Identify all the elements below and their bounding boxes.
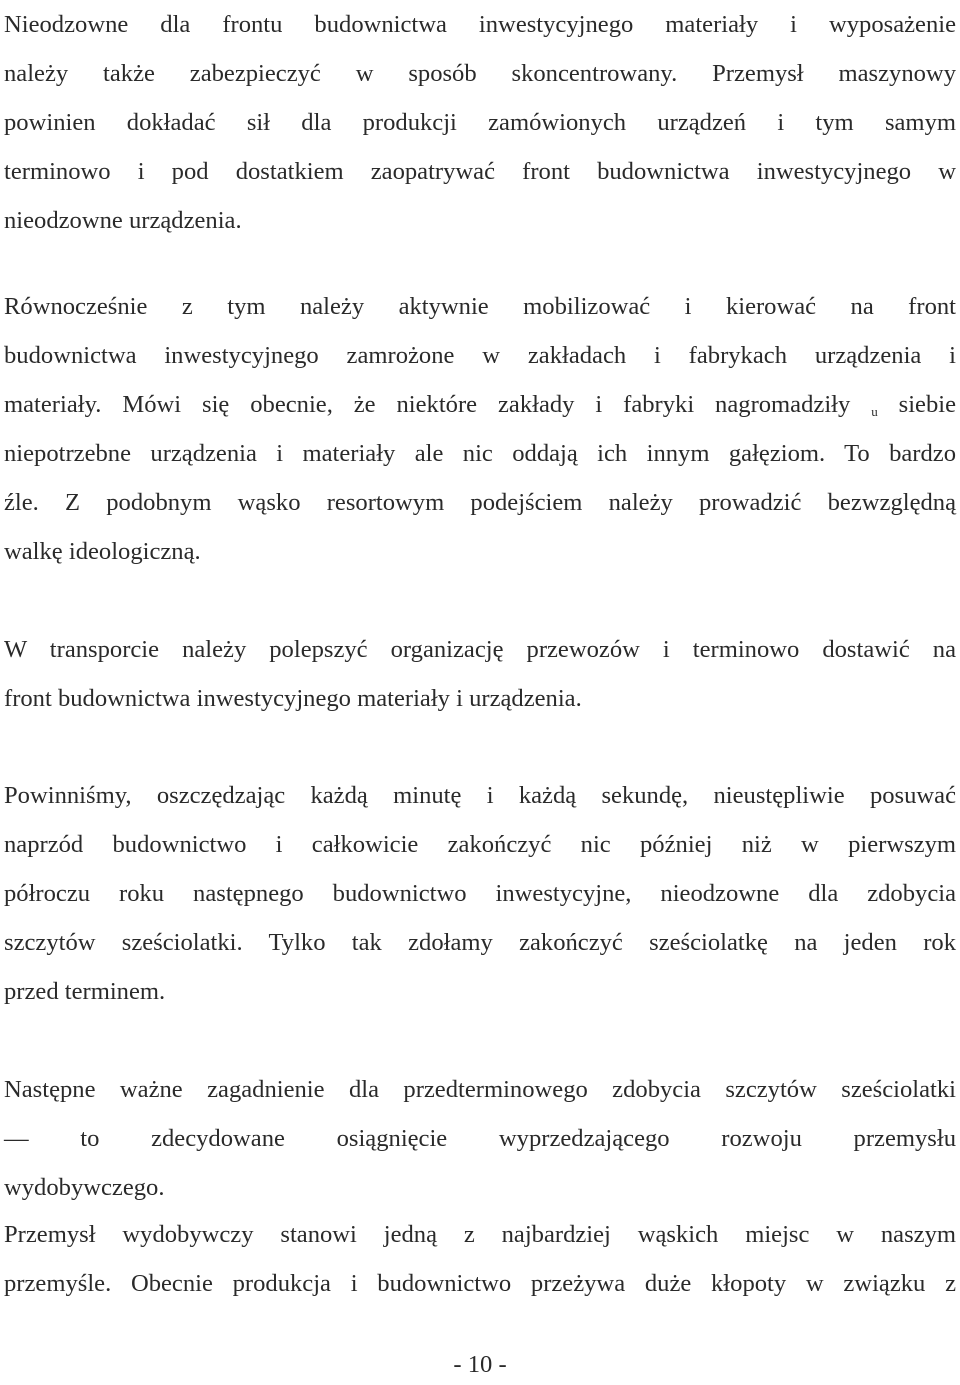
text-line: niepotrzebne urządzenia i materiały ale nic oddają ich innym gałęziom. To bardzo (4, 440, 956, 467)
text-line-with-subscript (4, 380, 956, 429)
text-line: walkę ideologiczną. (4, 538, 201, 565)
text-line: nieodzowne urządzenia. (4, 207, 242, 234)
text-line: źle. Z podobnym wąsko resortowym podejściem należy prowadzić bezwzględną (4, 489, 956, 516)
text-line: półroczu roku następnego budownictwo inwestycyjne, nieodzowne dla zdobycia (4, 880, 956, 907)
page-number: - 10 - (453, 1351, 507, 1378)
paragraph-mining-issue (4, 1065, 956, 1212)
text-line: Następne ważne zagadnienie dla przedterminowego zdobycia szczytów sześciolatki (4, 1076, 956, 1103)
subscript-letter: u (871, 404, 878, 419)
paragraph-transport (4, 625, 956, 723)
text-line: W transporcie należy polepszyć organizację przewozów i terminowo dostawić na (4, 636, 956, 663)
text-line: front budownictwa inwestycyjnego materiały i urządzenia. (4, 685, 582, 712)
text-line: Nieodzowne dla frontu budownictwa inwestycyjnego materiały i wyposażenie (4, 11, 956, 38)
text-line: Przemysł wydobywczy stanowi jedną z najbardziej wąskich miejsc w naszym (4, 1221, 956, 1248)
text-line-part: materiały. Mówi się obecnie, że niektóre zakłady i fabryki nagromadziły (4, 391, 851, 418)
paragraph-equipment (4, 0, 956, 245)
text-line: — to zdecydowane osiągnięcie wyprzedzającego rozwoju przemysłu (4, 1125, 956, 1152)
text-line: przemyśle. Obecnie produkcja i budownictwo przeżywa duże kłopoty w związku z (4, 1270, 956, 1297)
text-line: naprzód budownictwo i całkowicie zakończyć nic później niż w pierwszym (4, 831, 956, 858)
text-line: Równocześnie z tym należy aktywnie mobilizować i kierować na front (4, 293, 956, 320)
paragraph-construction (4, 771, 956, 1016)
paragraph-mining-industry (4, 1210, 956, 1308)
text-line: należy także zabezpieczyć w sposób skoncentrowany. Przemysł maszynowy (4, 60, 956, 87)
paragraph-mobilization (4, 282, 956, 576)
text-line-part: siebie (898, 391, 956, 418)
text-line: powinien dokładać sił dla produkcji zamówionych urządzeń i tym samym (4, 109, 956, 136)
text-line: przed terminem. (4, 978, 166, 1005)
text-line: budownictwa inwestycyjnego zamrożone w zakładach i fabrykach urządzenia i (4, 342, 956, 369)
text-line: Powinniśmy, oszczędzając każdą minutę i każdą sekundę, nieustępliwie posuwać (4, 782, 956, 809)
text-line: terminowo i pod dostatkiem zaopatrywać front budownictwa inwestycyjnego w (4, 158, 956, 185)
text-line: wydobywczego. (4, 1174, 165, 1201)
text-line: szczytów sześciolatki. Tylko tak zdołamy zakończyć sześciolatkę na jeden rok (4, 929, 956, 956)
